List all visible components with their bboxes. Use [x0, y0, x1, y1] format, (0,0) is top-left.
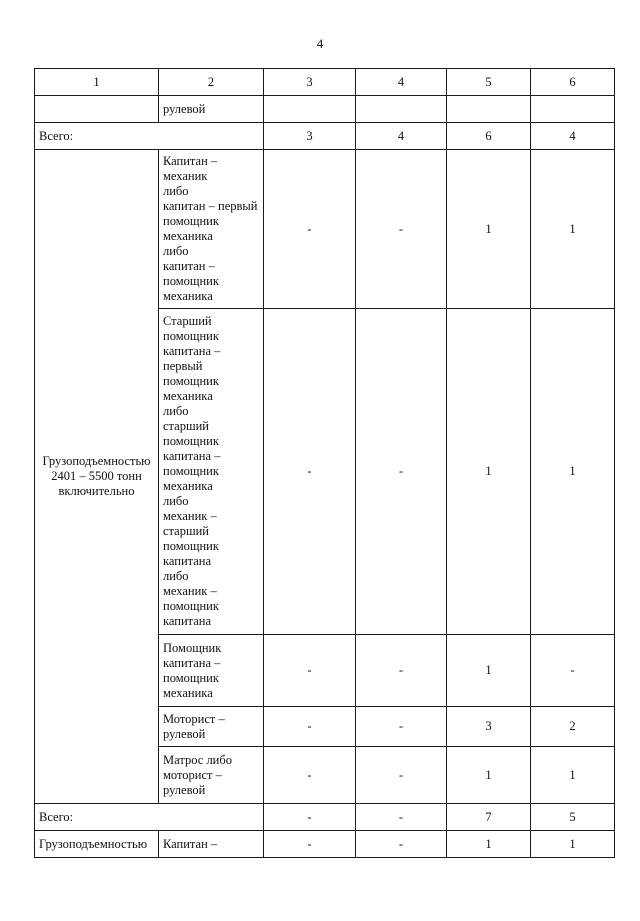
- value-cell: [447, 96, 531, 123]
- value-cell: -: [264, 831, 356, 858]
- value-cell: -: [356, 635, 447, 707]
- role-cell: Помощник капитана – помощник механика: [159, 635, 264, 707]
- value-cell: 3: [447, 707, 531, 747]
- value-cell: 2: [531, 707, 615, 747]
- table-header-row: [35, 69, 615, 96]
- value-cell: 1: [447, 831, 531, 858]
- value-cell: 1: [447, 309, 531, 635]
- value-cell: 5: [531, 804, 615, 831]
- value-cell: 1: [447, 150, 531, 309]
- role-cell: Старший помощник капитана – первый помощник механика либо старший помощник капитана – помощник механика либо механик – старший помощник капитана либо механик – помощник капитана: [159, 309, 264, 635]
- group-label-cell: Грузоподъемностью: [35, 831, 159, 858]
- group-label-cell: Грузоподъемностью 2401 – 5500 тонн включительно: [35, 150, 159, 804]
- value-cell: 1: [531, 747, 615, 804]
- table-row: [35, 831, 615, 858]
- value-cell: -: [264, 804, 356, 831]
- value-cell: 6: [447, 123, 531, 150]
- value-cell: -: [356, 309, 447, 635]
- table-row: [35, 150, 615, 309]
- value-cell: 4: [531, 123, 615, 150]
- total-label: Всего:: [35, 804, 264, 831]
- value-cell: [356, 96, 447, 123]
- value-cell: 1: [447, 747, 531, 804]
- value-cell: -: [356, 831, 447, 858]
- value-cell: -: [356, 804, 447, 831]
- value-cell: -: [264, 747, 356, 804]
- value-cell: -: [531, 635, 615, 707]
- role-cell: Капитан –: [159, 831, 264, 858]
- value-cell: 7: [447, 804, 531, 831]
- value-cell: -: [264, 635, 356, 707]
- header-cell: 5: [447, 69, 531, 96]
- header-cell: 6: [531, 69, 615, 96]
- header-cell: 2: [159, 69, 264, 96]
- total-row: [35, 123, 615, 150]
- role-cell: Моторист – рулевой: [159, 707, 264, 747]
- role-cell: рулевой: [159, 96, 264, 123]
- value-cell: -: [356, 707, 447, 747]
- value-cell: 1: [531, 309, 615, 635]
- value-cell: -: [264, 707, 356, 747]
- value-cell: [531, 96, 615, 123]
- total-row: [35, 804, 615, 831]
- value-cell: -: [264, 150, 356, 309]
- table-row: [35, 96, 615, 123]
- header-cell: 4: [356, 69, 447, 96]
- header-cell: 3: [264, 69, 356, 96]
- group-cell: [35, 96, 159, 123]
- value-cell: -: [356, 747, 447, 804]
- value-cell: 3: [264, 123, 356, 150]
- header-cell: 1: [35, 69, 159, 96]
- page-number: 4: [316, 36, 324, 51]
- value-cell: 1: [447, 635, 531, 707]
- crew-table: [34, 68, 615, 858]
- value-cell: [264, 96, 356, 123]
- value-cell: 1: [531, 150, 615, 309]
- value-cell: -: [264, 309, 356, 635]
- value-cell: 4: [356, 123, 447, 150]
- role-cell: Капитан – механик либо капитан – первый помощник механика либо капитан – помощник механика: [159, 150, 264, 309]
- total-label: Всего:: [35, 123, 264, 150]
- value-cell: -: [356, 150, 447, 309]
- value-cell: 1: [531, 831, 615, 858]
- role-cell: Матрос либо моторист – рулевой: [159, 747, 264, 804]
